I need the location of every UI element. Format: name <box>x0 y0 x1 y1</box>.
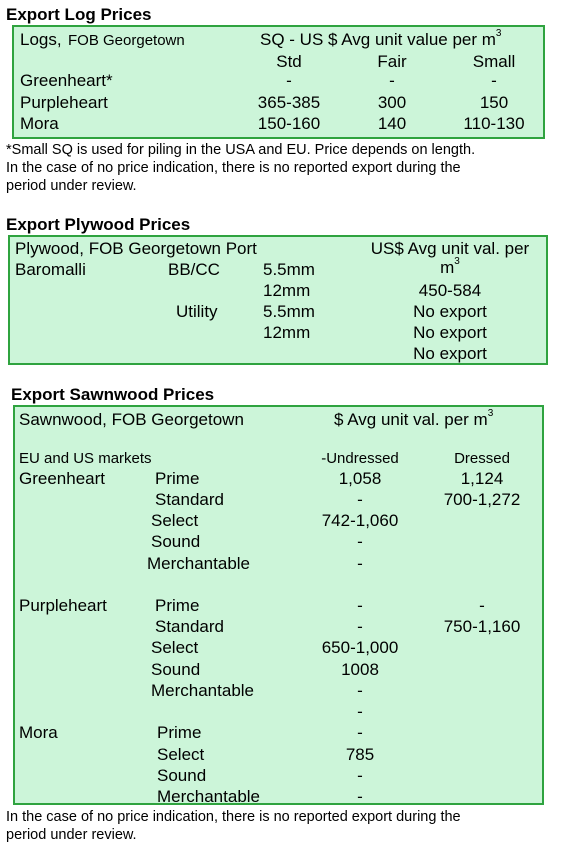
sawnwood-grade: Select <box>157 745 205 764</box>
sawnwood-markets-label: EU and US markets <box>19 450 152 467</box>
plywood-thickness: 12mm <box>263 281 311 300</box>
log-prices-title: Export Log Prices <box>6 5 152 24</box>
logs-std-value: 365-385 <box>257 93 321 112</box>
plywood-value: 450-584 <box>418 281 482 300</box>
sawnwood-header-label: Sawnwood, FOB Georgetown <box>19 410 244 429</box>
sawnwood-grade: Standard <box>155 617 224 636</box>
sawnwood-species: Mora <box>19 723 58 742</box>
sawnwood-grade: Merchantable <box>151 681 255 700</box>
sawnwood-grade: Merchantable <box>147 554 251 573</box>
logs-std-value: - <box>286 71 292 90</box>
sawnwood-undressed-value: - <box>357 490 363 509</box>
sawnwood-grade: Prime <box>157 723 202 742</box>
sawnwood-undressed-value: 1,058 <box>338 469 382 488</box>
sawnwood-dressed-value: 1,124 <box>460 469 504 488</box>
sawnwood-undressed-value: - <box>357 787 363 806</box>
logs-fair-value: - <box>389 71 395 90</box>
logs-col-small: Small <box>472 52 516 71</box>
sawnwood-grade: Merchantable <box>157 787 261 806</box>
logs-col-std: Std <box>276 52 302 71</box>
sawnwood-undressed-value: - <box>357 617 363 636</box>
logs-small-value: - <box>491 71 497 90</box>
plywood-value-header-unit: $m^3$ <box>440 256 460 277</box>
sawnwood-grade: Sound <box>157 766 207 785</box>
sawnwood-undressed-value: 785 <box>345 745 375 764</box>
sawnwood-footnote: In the case of no price indication, there is no reported export during the period under review. <box>6 809 461 843</box>
sawnwood-undressed-value: - <box>357 766 363 785</box>
sawnwood-grade: Prime <box>155 469 200 488</box>
sawnwood-grade: Select <box>151 638 199 657</box>
sawnwood-undressed-value: - <box>357 702 363 721</box>
sawnwood-dressed-value: 700-1,272 <box>443 490 521 509</box>
sawnwood-undressed-value: - <box>357 681 363 700</box>
logs-header-sub: FOB Georgetown <box>68 32 185 49</box>
plywood-thickness: 5.5mm <box>263 302 315 321</box>
sawnwood-undressed-value: - <box>357 532 363 551</box>
sawnwood-value-header: $ Avg unit val. per $m^3$ <box>334 408 494 429</box>
sawnwood-col-dressed: Dressed <box>454 450 510 467</box>
plywood-value: No export <box>413 323 487 342</box>
logs-small-value: 150 <box>479 93 509 112</box>
logs-header-label: Logs, <box>20 30 62 49</box>
logs-fair-value: 140 <box>377 114 407 133</box>
sawnwood-prices-title: Export Sawnwood Prices <box>11 385 215 404</box>
plywood-species: Baromalli <box>15 260 86 279</box>
plywood-header-label: Plywood, FOB Georgetown Port <box>15 239 257 258</box>
plywood-value: No export <box>413 344 487 363</box>
sawnwood-undressed-value: 1008 <box>341 660 379 679</box>
log-prices-table <box>12 25 545 139</box>
sawnwood-undressed-value: - <box>357 554 363 573</box>
sawnwood-grade: Prime <box>155 596 200 615</box>
sawnwood-dressed-value: 750-1,160 <box>443 617 521 636</box>
plywood-value: No export <box>413 302 487 321</box>
sawnwood-species: Purpleheart <box>19 596 107 615</box>
logs-species: Mora <box>20 114 59 133</box>
plywood-grade: BB/CC <box>168 260 220 279</box>
plywood-thickness: 5.5mm <box>263 260 315 279</box>
logs-species: Purpleheart <box>20 93 108 112</box>
sawnwood-undressed-value: 742-1,060 <box>321 511 399 530</box>
logs-col-fair: Fair <box>377 52 407 71</box>
sawnwood-grade: Select <box>151 511 199 530</box>
sawnwood-grade: Standard <box>155 490 224 509</box>
logs-species: Greenheart* <box>20 71 113 90</box>
plywood-value-header: US$ Avg unit val. per <box>370 239 530 258</box>
logs-small-value: 110-130 <box>463 114 525 133</box>
sawnwood-grade: Sound <box>151 660 201 679</box>
plywood-grade: Utility <box>176 302 218 321</box>
sawnwood-undressed-value: - <box>357 596 363 615</box>
sawnwood-grade: Sound <box>151 532 201 551</box>
logs-value-header: SQ - US $ Avg unit value per $m^3$ <box>260 28 502 49</box>
sawnwood-prices-table <box>13 405 544 805</box>
sawnwood-dressed-value: - <box>479 596 485 615</box>
sawnwood-col-undressed: -Undressed <box>321 450 399 467</box>
logs-footnote: *Small SQ is used for piling in the USA and EU. Price depends on length. In the case of no price indication, there is no reported export during the period under review. <box>6 142 476 194</box>
sawnwood-species: Greenheart <box>19 469 105 488</box>
logs-fair-value: 300 <box>377 93 407 112</box>
sawnwood-undressed-value: 650-1,000 <box>321 638 399 657</box>
plywood-thickness: 12mm <box>263 323 311 342</box>
logs-std-value: 150-160 <box>257 114 321 133</box>
plywood-prices-table <box>8 235 548 365</box>
sawnwood-undressed-value: - <box>357 723 363 742</box>
plywood-prices-title: Export Plywood Prices <box>6 215 191 234</box>
